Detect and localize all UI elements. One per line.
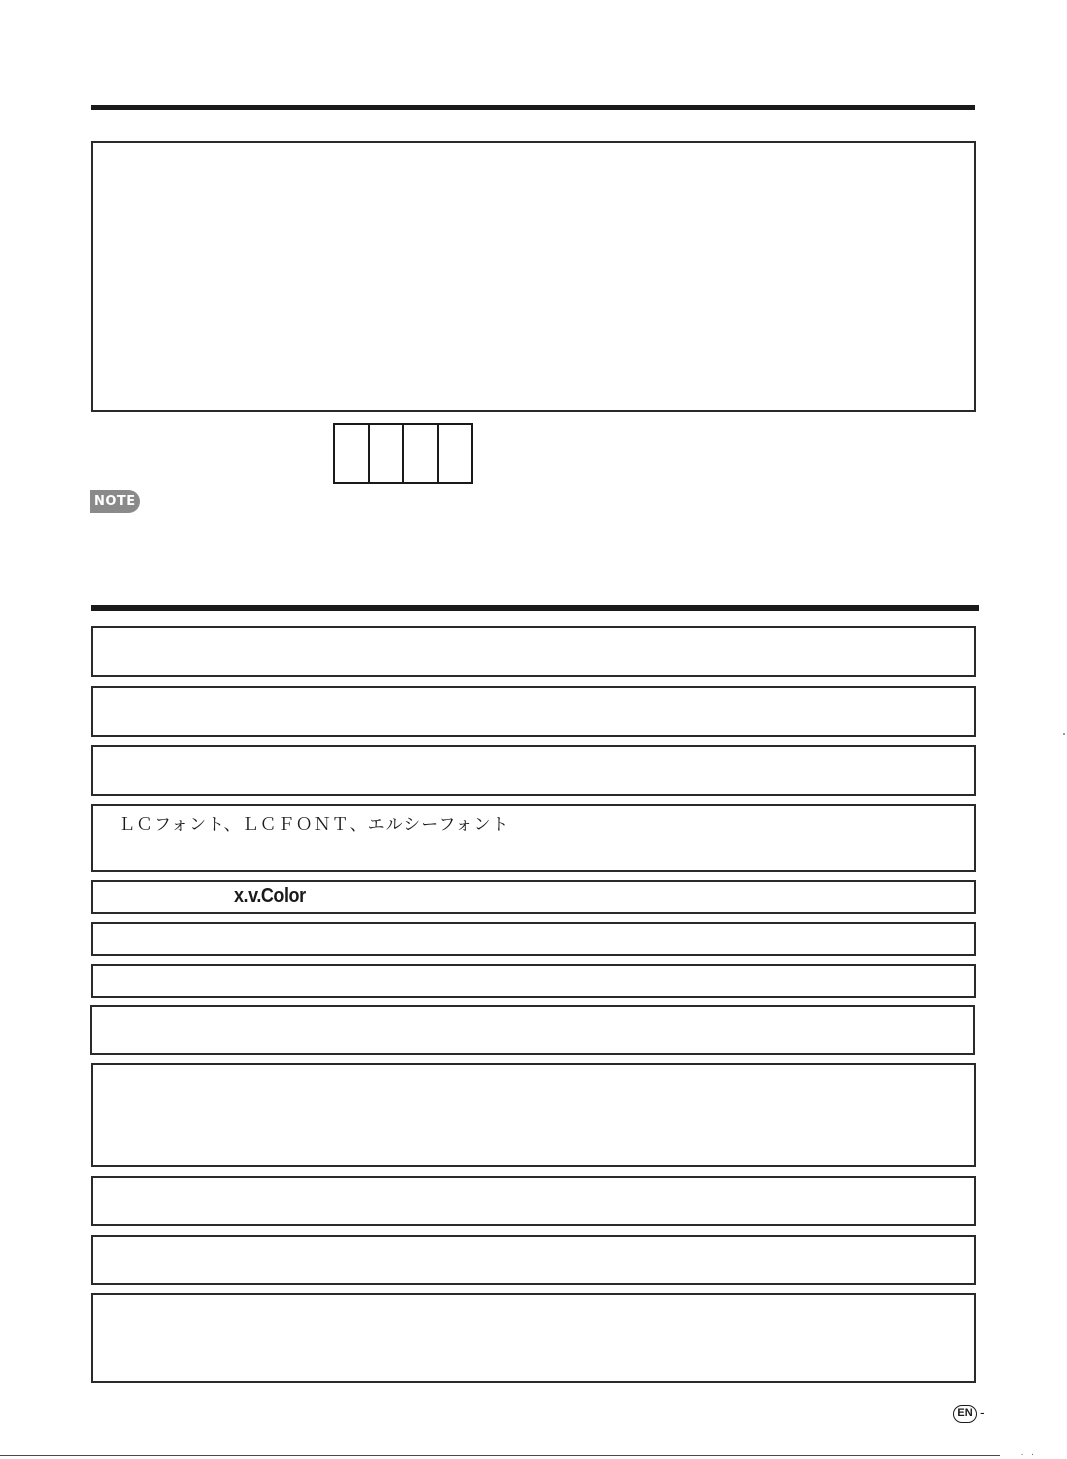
margin-edge-tick <box>1063 733 1065 735</box>
info-frame-large <box>91 141 976 412</box>
pin-code-box <box>333 423 473 484</box>
page-bottom-edge <box>0 1455 1000 1456</box>
trademark-frame-10 <box>91 1176 976 1226</box>
trademark-frame-8 <box>90 1005 975 1055</box>
trademark-frame-3 <box>91 745 976 796</box>
pin-digit-2 <box>370 425 405 482</box>
lc-font-trademark-text: ＬＣフォント、ＬＣＦＯＮＴ、エルシーフォント <box>118 815 510 835</box>
trademark-frame-12 <box>91 1293 976 1383</box>
print-corner-marks: · · <box>1020 1451 1036 1459</box>
section-rule-trademarks <box>91 605 979 611</box>
pin-digit-1 <box>335 425 370 482</box>
pin-digit-3 <box>404 425 439 482</box>
note-badge: NOTE <box>90 490 140 513</box>
trademark-frame-2 <box>91 686 976 737</box>
xv-color-logo: x.v.Color <box>234 885 306 907</box>
trademark-frame-9 <box>91 1063 976 1167</box>
pin-digit-4 <box>439 425 472 482</box>
trademark-frame-6 <box>91 922 976 956</box>
trademark-frame-7 <box>91 964 976 998</box>
page-number-dash: - <box>980 1404 985 1420</box>
trademark-frame-1 <box>91 626 976 677</box>
trademark-frame-xv-color <box>91 880 976 914</box>
section-rule-top <box>91 105 975 110</box>
language-en-badge: EN <box>953 1405 977 1423</box>
trademark-frame-11 <box>91 1235 976 1285</box>
